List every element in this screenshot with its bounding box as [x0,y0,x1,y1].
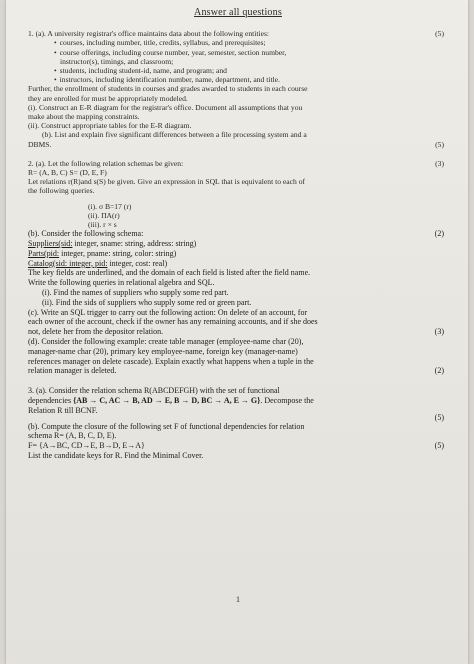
q1-bullet-courses: • courses, including number, title, credits, syllabus, and prerequisites; [28,38,448,47]
q2c-line-2: each owner of the account, check if the owner has any remaining accounts, and if she does [28,317,318,327]
schema-suppliers: Suppliers(sid: integer, sname: string, address: string) [28,239,197,249]
q2-let-2: the following queries. [28,186,95,196]
q2d-marks: (2) [434,366,444,376]
q2b-sub-ii: (ii). Find the sids of suppliers who supply some red or green part. [42,297,252,307]
q3a-fd-set: {AB → C, AC → B, AD → E, B → D, BC → A, E → G} [73,396,261,406]
schema-parts: Parts(pid: integer, pname: string, color: string) [28,248,177,258]
q2c-line-1: (c). Write an SQL trigger to carry out the following action: On delete of an account, for [28,307,308,317]
q2d-line-1: (d). Consider the following example: create table manager (employee-name char (20), [28,337,304,347]
page-title: Answer all questions [194,7,282,18]
q2-keyfields-1: The key fields are underlined, and the domain of each field is listed after the field name. [28,268,311,278]
page-number: 1 [236,595,240,604]
q2-let-1: Let relations r(R)and s(S) be given. Give an expression in SQL that is equivalent to each of [28,177,306,187]
q3a-marks: (5) [434,412,444,422]
q1-sub-ii: (ii). Construct appropriate tables for the E-R diagram. [28,121,192,131]
q1-bullet-instructors: • instructors, including identification number, name, department, and title. [28,75,448,84]
q1a-marks: (5) [435,29,444,39]
q2b-line: (b). Consider the following schema: (2) [28,229,444,239]
q1-further-1: Further, the enrollment of students in courses and grades awarded to students in each course [28,84,308,94]
q1b-line2: DBMS. (5) [28,139,444,149]
q1b-marks: (5) [435,139,444,149]
q1-sub-i: (i). Construct an E-R diagram for the registrar's office. Document all assumptions that you [28,102,303,112]
q1-bullet-offerings-cont: instructor(s), timings, and classroom; [60,56,174,66]
q2c-marks: (3) [434,327,444,337]
q1-further-2: they are enrolled for must be appropriately modeled. [28,93,188,103]
q1-sub-i-cont: make about the mapping constraints. [28,112,140,122]
q2-query-i: (i). σ B=17 (r) [88,201,132,211]
schema-catalog: Catalog(sid: integer, pid: integer, cost: real) [28,258,168,268]
q3b-marks: (5) [434,441,444,451]
q2-query-ii: (ii). ΠA(r) [88,210,120,220]
q3b-line-4: List the candidate keys for R. Find the Minimal Cover. [28,451,204,460]
q2-query-iii: (iii). r × s [88,220,117,230]
q2a-line: 2. (a). Let the following relation schemas be given: (3) [28,158,444,168]
q3b-line-1: (b). Compute the closure of the following set F of functional dependencies for relation [28,421,305,431]
q2-schema: R= (A, B, C) S= (D, E, F) [28,168,107,178]
q2-keyfields-2: Write the following queries in relational algebra and SQL. [28,278,215,288]
question-2 [28,159,448,376]
exam-content [28,6,448,461]
q3a-line-1: 3. (a). Consider the relation schema R(ABCDEFGH) with the set of functional [28,386,280,396]
q2a-marks: (3) [435,158,444,168]
q3b-line-3: F= {A→BC, CD→E, B→D, E→A} (5) [28,441,444,451]
q2d-line-4: relation manager is deleted. (2) [28,366,444,376]
q2c-line-3: not, delete her from the depositor relation. (3) [28,327,444,337]
q1b-line1: (b). List and explain five significant differences between a file processing system and a [42,130,307,140]
q2b-marks: (2) [434,229,444,239]
q2d-line-3: references manager on delete cascade). Explain exactly what happens when a tuple in the [28,356,314,366]
q1-bullet-offerings: • course offerings, including course number, year, semester, section number, [28,48,448,57]
q3a-line-3: Relation R till BCNF. [28,405,98,415]
q3b-line-2: schema R= (A, B, C, D, E). [28,431,117,441]
q3a-line-2: dependencies {AB → C, AC → B, AD → E, B → D, BC → A, E → G}. Decompose the [28,396,314,406]
q2d-line-2: manager-name char (20), primary key employee-name, foreign key (manager-name) [28,346,298,356]
q1a-intro: 1. (a). A university registrar's office maintains data about the following entities: (5) [28,29,444,39]
question-1 [28,29,448,149]
question-3 [28,386,448,461]
exam-paper [6,0,468,664]
q2b-sub-i: (i). Find the names of suppliers who supply some red part. [42,288,229,298]
q1-bullet-students: • students, including student-id, name, and program; and [28,66,448,75]
